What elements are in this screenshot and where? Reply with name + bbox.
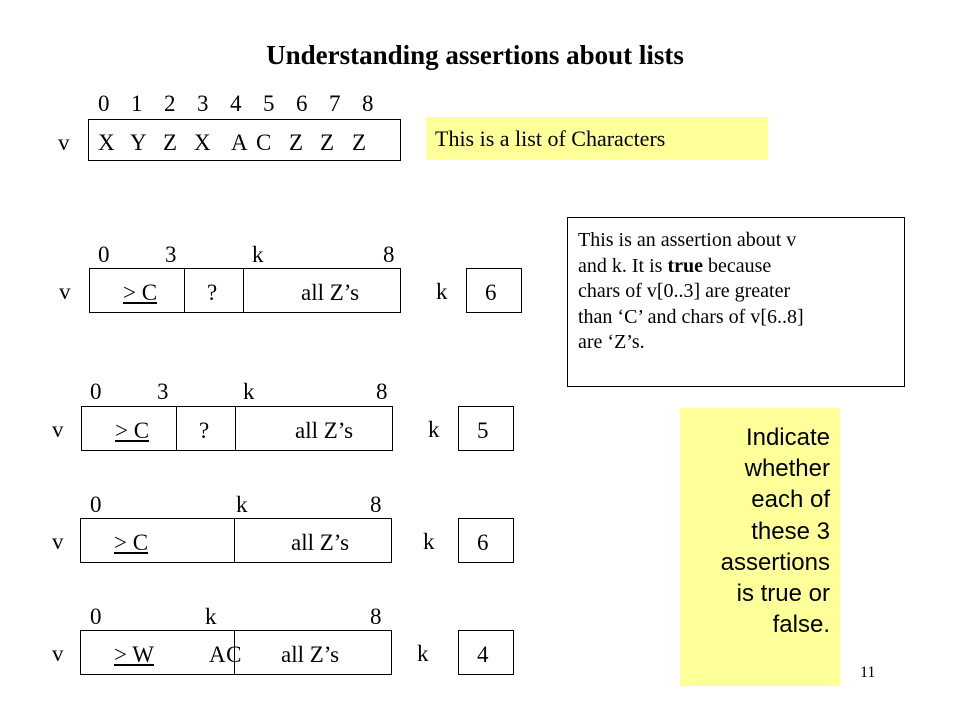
list-description: This is a list of Characters: [426, 117, 768, 160]
index-label: 7: [329, 91, 341, 116]
segment-all-z: all Z’s: [291, 530, 350, 555]
index-0: 0: [90, 492, 102, 517]
k-value: 5: [477, 418, 489, 443]
note-bold-true: true: [667, 254, 703, 277]
segment-ge-c: > C: [123, 280, 158, 305]
k-value: 6: [477, 530, 489, 555]
note-text: and k. It is: [578, 254, 668, 277]
instruction-line: false.: [772, 611, 830, 639]
k-value-box: [458, 518, 514, 563]
k-label: k: [428, 417, 440, 442]
segment-divider: [184, 269, 185, 312]
index-k: k: [252, 242, 264, 267]
index-k: k: [236, 492, 248, 517]
note-line: [578, 254, 894, 280]
char: Z: [163, 130, 178, 155]
char: Z: [289, 130, 304, 155]
index-3: 3: [165, 242, 177, 267]
segment-divider: [235, 407, 236, 450]
index-label: 2: [164, 91, 176, 116]
index-label: 8: [362, 91, 374, 116]
segment-all-z: all Z’s: [281, 642, 340, 667]
var-v: v: [52, 417, 64, 442]
segment-divider: [176, 407, 177, 450]
note-line: are ‘Z’s.: [578, 331, 645, 354]
note-line: This is an assertion about v: [578, 229, 797, 251]
char: Y: [130, 130, 147, 155]
instruction-line: each of: [751, 486, 830, 514]
k-value-box: [466, 268, 522, 313]
assertion-box: [81, 406, 393, 451]
index-k: k: [243, 379, 255, 404]
segment-all-z: all Z’s: [295, 418, 354, 443]
segment-divider: [243, 269, 244, 312]
index-0: 0: [90, 379, 102, 404]
instruction-line: whether: [744, 455, 830, 483]
k-label: k: [417, 641, 429, 666]
note-line: than ‘C’ and chars of v[6..8]: [578, 305, 804, 328]
instruction-line: these 3: [751, 517, 830, 545]
char: X: [194, 130, 211, 155]
segment-ge-c: > C: [115, 418, 150, 443]
index-3: 3: [157, 379, 169, 404]
index-label: 1: [131, 91, 143, 116]
segment-unknown: ?: [207, 280, 218, 305]
segment-a-c: A C: [209, 642, 240, 667]
note-text: because: [702, 254, 772, 277]
index-label: 3: [197, 91, 209, 116]
char: X: [98, 130, 115, 155]
instruction-line: is true or: [736, 579, 830, 607]
k-value: 6: [485, 280, 497, 305]
index-k: k: [205, 604, 217, 629]
segment-ge-w: > W: [114, 642, 155, 667]
index-8: 8: [383, 242, 395, 267]
index-0: 0: [98, 242, 110, 267]
char: Z: [352, 130, 367, 155]
page-number: 11: [860, 664, 876, 681]
index-8: 8: [376, 379, 388, 404]
k-value-box: [458, 630, 514, 675]
char: C: [256, 130, 272, 155]
var-v: v: [59, 279, 71, 304]
char: Z: [320, 130, 335, 155]
index-8: 8: [370, 604, 382, 629]
var-v: v: [58, 130, 70, 155]
var-v: v: [52, 529, 64, 554]
assertion-box: [80, 630, 392, 675]
segment-all-z: all Z’s: [301, 280, 360, 305]
instruction-line: assertions: [720, 548, 830, 576]
index-label: 6: [296, 91, 308, 116]
index-label: 0: [98, 91, 110, 116]
assertion-box: [80, 518, 392, 563]
k-label: k: [423, 529, 435, 554]
var-v: v: [52, 641, 64, 666]
assertion-explanation: [567, 217, 905, 387]
k-label: k: [436, 279, 448, 304]
instruction-line: Indicate: [745, 424, 830, 451]
segment-ge-c: > C: [114, 530, 149, 555]
index-8: 8: [370, 492, 382, 517]
segment-divider: [234, 519, 235, 562]
char: A: [231, 130, 248, 155]
index-label: 4: [230, 91, 242, 116]
char-list-box: [88, 119, 401, 161]
note-line: chars of v[0..3] are greater: [578, 280, 791, 303]
assertion-box: [89, 268, 401, 313]
k-value-box: [458, 406, 514, 451]
instruction-box: [680, 408, 840, 686]
segment-unknown: ?: [199, 418, 210, 443]
index-0: 0: [90, 604, 102, 629]
index-label: 5: [263, 91, 275, 116]
page-title: Understanding assertions about lists: [266, 40, 684, 70]
k-value: 4: [477, 642, 489, 667]
